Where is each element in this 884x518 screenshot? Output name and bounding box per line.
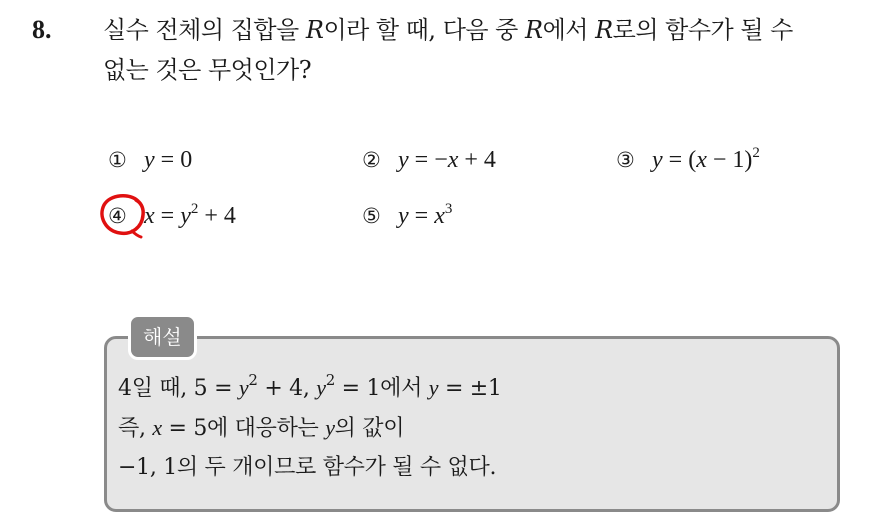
variable-R: R xyxy=(305,16,324,44)
question-text-part: 이라 할 때, 다음 중 xyxy=(323,16,525,44)
choice-expression: $y = x^3$ xyxy=(398,201,453,229)
choice-5[interactable] xyxy=(362,200,452,232)
variable-R: R xyxy=(595,16,613,44)
question-line-1 xyxy=(103,10,873,50)
explanation-tag: 해설 xyxy=(128,314,197,360)
choice-marker: ① xyxy=(108,148,127,172)
choice-4[interactable] xyxy=(108,200,236,232)
choice-1[interactable] xyxy=(108,144,192,176)
question-text-part: 에서 xyxy=(542,16,596,44)
problem-number: 8. xyxy=(32,15,52,44)
choice-marker: ③ xyxy=(616,148,635,172)
variable-R: R xyxy=(525,16,543,44)
choice-expression: y = −x + 4 xyxy=(398,147,496,173)
question-text xyxy=(103,10,873,90)
explanation-text xyxy=(118,368,818,487)
explanation-line-1: 4일 때, $5 = y^2 + 4$, $y^2 = 1$에서 y = ±1 xyxy=(118,371,502,401)
explanation-line-3: −1, 1의 두 개이므로 함수가 될 수 없다. xyxy=(118,455,497,480)
choice-marker: ④ xyxy=(108,204,127,228)
question-line-2: 없는 것은 무엇인가? xyxy=(103,56,312,84)
question-text-part: 실수 전체의 집합을 xyxy=(103,16,306,44)
choice-expression: y = 0 xyxy=(144,147,193,173)
question-text-part: 로의 함수가 될 수 xyxy=(612,16,793,44)
choice-expression: $x = y^2 + 4$ xyxy=(144,201,236,229)
choice-3[interactable] xyxy=(616,144,760,176)
choice-expression: $y = (x - 1)^2$ xyxy=(652,145,760,173)
choice-marker: ② xyxy=(362,148,381,172)
explanation-line-2: 즉, x = 5에 대응하는 y의 값이 xyxy=(118,415,405,441)
choice-2[interactable] xyxy=(362,144,496,176)
choice-marker: ⑤ xyxy=(362,204,381,228)
